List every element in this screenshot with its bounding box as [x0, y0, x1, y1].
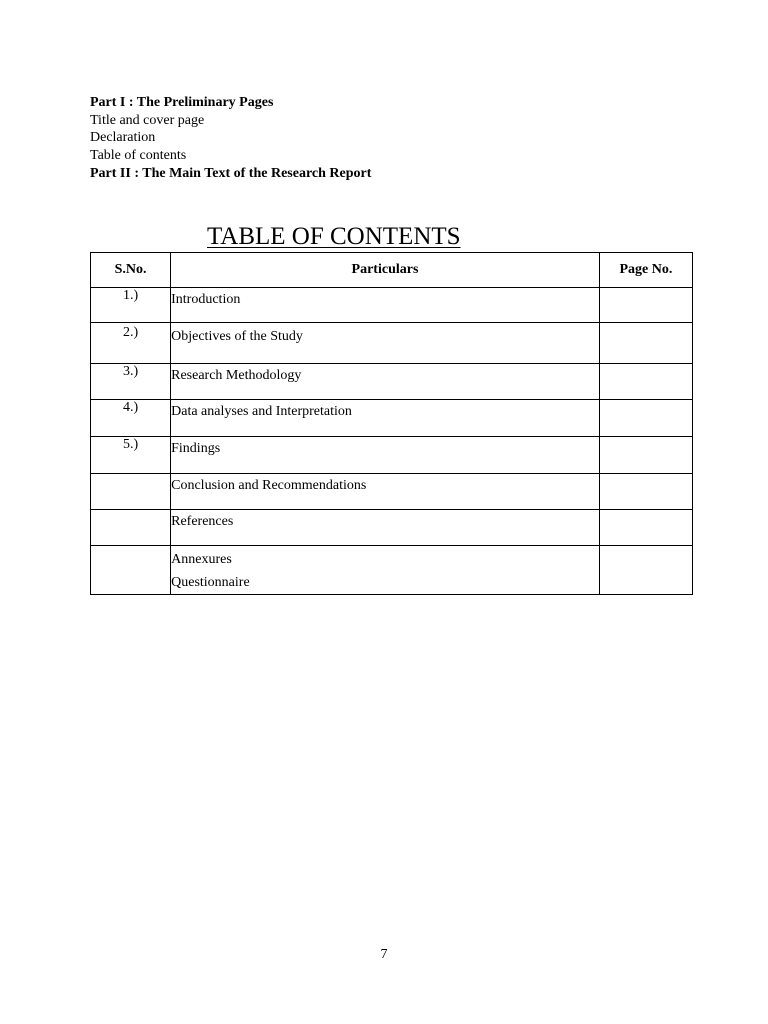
table-row [91, 364, 693, 400]
row-sno: 1.) [91, 288, 171, 323]
row-sno: 3.) [91, 364, 171, 400]
part2-heading: Part II : The Main Text of the Research Report [90, 165, 372, 181]
row-particulars-text: Objectives of the Study [171, 329, 303, 344]
row-particulars [171, 474, 600, 510]
row-particulars [171, 288, 600, 323]
part1-heading: Part I : The Preliminary Pages [90, 95, 274, 110]
row-page-no [599, 400, 692, 437]
row-page-no [599, 474, 692, 510]
table-row [91, 510, 693, 546]
row-sno: 5.) [91, 437, 171, 474]
row-page-no [599, 364, 692, 400]
outline-item-title-page: Title and cover page [90, 112, 205, 128]
table-row [91, 546, 693, 595]
row-particulars [171, 546, 600, 595]
header-particulars: Particulars [171, 253, 600, 288]
row-particulars-text: Research Methodology [171, 368, 302, 383]
table-row [91, 323, 693, 364]
row-particulars [171, 437, 600, 474]
row-sno: 2.) [91, 323, 171, 364]
row-particulars-text: Conclusion and Recommendations [171, 478, 367, 493]
row-particulars-subtext: Questionnaire [171, 575, 250, 590]
row-particulars-text: Introduction [171, 292, 241, 307]
row-particulars [171, 400, 600, 437]
header-sno: S.No. [91, 253, 171, 288]
preliminary-outline [90, 94, 371, 183]
row-sno [91, 546, 171, 595]
table-row [91, 288, 693, 323]
row-particulars [171, 323, 600, 364]
row-particulars-text: Annexures [171, 552, 232, 567]
outline-item-declaration: Declaration [90, 130, 156, 146]
table-row [91, 400, 693, 437]
row-particulars [171, 510, 600, 546]
toc-table [90, 252, 693, 595]
row-page-no [599, 323, 692, 364]
row-particulars [171, 364, 600, 400]
toc-title: TABLE OF CONTENTS [207, 223, 461, 250]
row-page-no [599, 288, 692, 323]
header-page-no: Page No. [599, 253, 692, 288]
row-particulars-text: Findings [171, 441, 221, 456]
row-sno [91, 474, 171, 510]
row-page-no [599, 437, 692, 474]
table-row [91, 474, 693, 510]
row-particulars-text: Data analyses and Interpretation [171, 404, 352, 419]
row-sno: 4.) [91, 400, 171, 437]
row-particulars-text: References [171, 514, 234, 529]
row-sno [91, 510, 171, 546]
row-page-no [599, 510, 692, 546]
page-number: 7 [380, 947, 388, 962]
toc-header-row [91, 253, 693, 288]
outline-item-toc: Table of contents [90, 148, 187, 164]
table-row [91, 437, 693, 474]
row-page-no [599, 546, 692, 595]
